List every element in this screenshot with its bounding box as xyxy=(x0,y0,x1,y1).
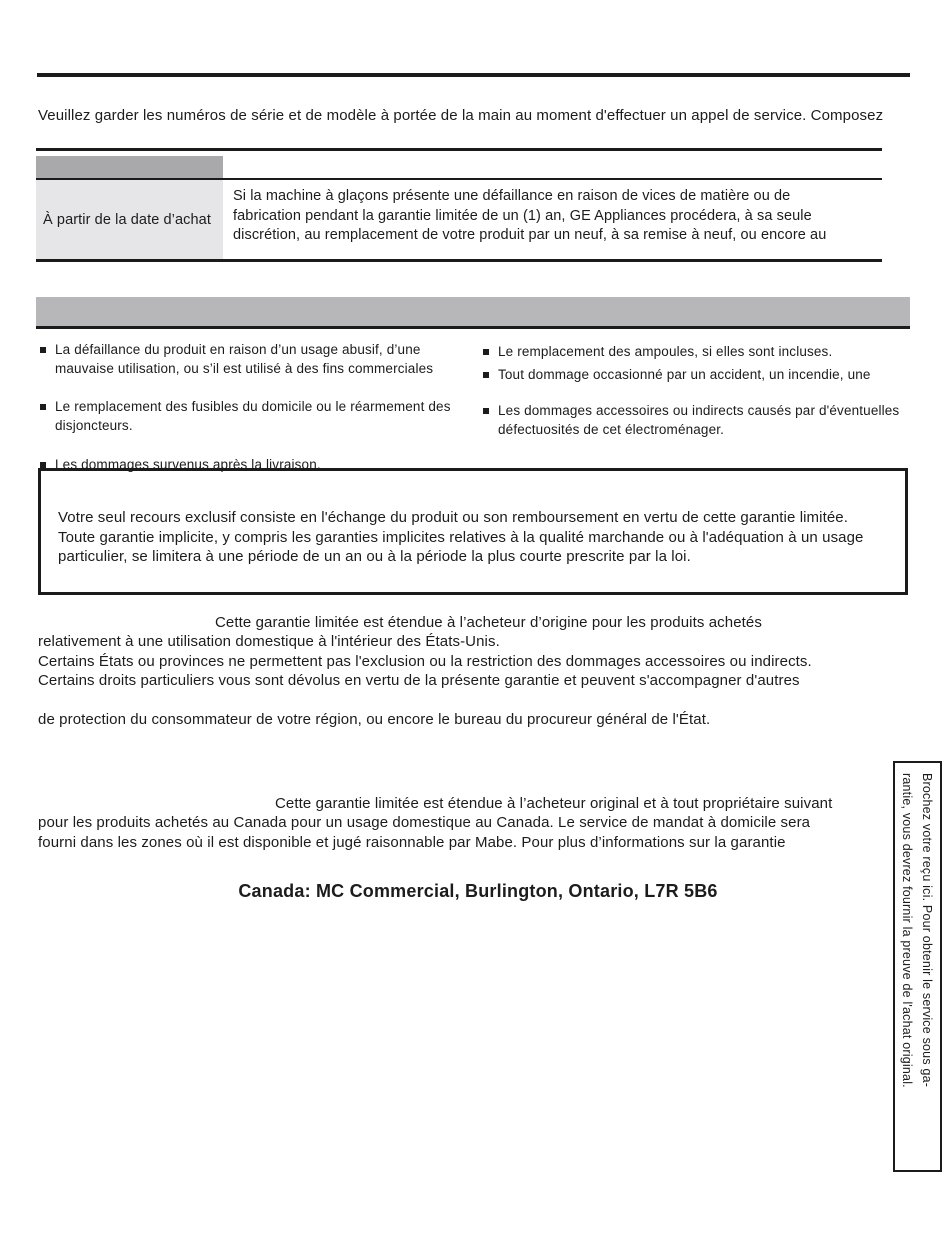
table-top-border xyxy=(36,148,882,151)
list-item xyxy=(40,398,464,435)
list-item xyxy=(483,366,903,385)
list-item-text: Le remplacement des ampoules, si elles sont incluses. xyxy=(498,344,833,359)
list-item-text: Tout dommage occasionné par un accident, un incendie, une xyxy=(498,366,871,382)
paragraph-line: relativement à une utilisation domestique à l'intérieur des États-Unis. xyxy=(38,633,500,651)
list-item xyxy=(483,402,903,439)
table-bottom-border xyxy=(36,259,882,262)
warranty-period-table xyxy=(36,148,882,262)
paragraph-line: fourni dans les zones où il est disponible et jugé raisonnable par Mabe. Pour plus d’informations sur la garantie xyxy=(38,833,786,851)
service-intro-text: Veuillez garder les numéros de série et de modèle à portée de la main au moment d'effectuer un appel de service. Composez xyxy=(38,107,884,124)
warranty-description-line: fabrication pendant la garantie limitée de un (1) an, GE Appliances procédera, à sa seule xyxy=(233,207,812,224)
square-bullet-icon xyxy=(483,408,489,414)
us-warranty-paragraph xyxy=(38,613,903,729)
list-item-text: Le remplacement des fusibles du domicile ou le réarmement des disjoncteurs. xyxy=(55,399,451,433)
table-header-description-cell xyxy=(223,156,882,178)
exclusive-remedy-text: Votre seul recours exclusif consiste en l'échange du produit ou son remboursement en vertu de cette garantie limitée. Toute garantie implicite, y compris les garanties implicites relatives à la qualité marchande ou à l'adéquation à un usage particulier, se limitera à une période de un an ou à la période la plus courte prescrite par la loi. xyxy=(58,509,864,565)
square-bullet-icon xyxy=(483,372,489,378)
list-item-text: Les dommages accessoires ou indirects causés par d'éventuelles défectuosités de cet électroménager. xyxy=(498,403,900,437)
paragraph-line xyxy=(38,691,903,710)
top-horizontal-rule xyxy=(37,73,910,77)
receipt-text-line: rantie, vous devrez fournir la preuve de l'achat original. xyxy=(900,773,914,1088)
receipt-text-line: Brochez votre reçu ici. Pour obtenir le service sous ga- xyxy=(920,773,934,1088)
not-covered-right-column xyxy=(483,343,903,439)
section-header-band xyxy=(36,297,910,329)
table-row xyxy=(36,180,882,259)
paragraph-line: Certains droits particuliers vous sont dévolus en vertu de la présente garantie et peuvent s'accompagner d'autres xyxy=(38,672,800,690)
warranty-description-cell xyxy=(223,180,882,259)
warranty-period-cell: À partir de la date d’achat xyxy=(36,180,223,259)
exclusive-remedy-box xyxy=(38,468,908,595)
list-item xyxy=(40,341,464,378)
canada-warranty-paragraph xyxy=(38,794,903,852)
list-item-text: Les dommages survenus après la livraison. xyxy=(55,457,321,472)
table-header-period-cell xyxy=(36,156,223,178)
square-bullet-icon xyxy=(40,347,46,353)
receipt-attachment-box xyxy=(893,761,942,1172)
not-covered-left-column xyxy=(40,341,464,475)
table-header-row xyxy=(36,156,882,178)
paragraph-line: Cette garantie limitée est étendue à l’acheteur original et à tout propriétaire suivant xyxy=(275,795,833,812)
paragraph-line: de protection du consommateur de votre région, ou encore le bureau du procureur général de l'État. xyxy=(38,711,711,729)
warranty-description-line: discrétion, au remplacement de votre produit par un neuf, à sa remise à neuf, ou encore au xyxy=(233,227,827,243)
paragraph-line: pour les produits achetés au Canada pour un usage domestique au Canada. Le service de mandat à domicile sera xyxy=(38,814,811,832)
square-bullet-icon xyxy=(40,404,46,410)
square-bullet-icon xyxy=(483,349,489,355)
canada-service-address: Canada: MC Commercial, Burlington, Ontario, L7R 5B6 xyxy=(238,881,718,901)
list-item-text: La défaillance du produit en raison d’un usage abusif, d’une mauvaise utilisation, ou s’il est utilisé à des fins commerciales xyxy=(55,342,434,376)
paragraph-line: Cette garantie limitée est étendue à l’acheteur d’origine pour les produits achetés xyxy=(215,614,762,631)
warranty-description-line: Si la machine à glaçons présente une défaillance en raison de vices de matière ou de xyxy=(233,188,791,204)
receipt-vertical-text xyxy=(895,763,939,1170)
list-item xyxy=(483,343,903,362)
paragraph-line: Certains États ou provinces ne permettent pas l'exclusion ou la restriction des dommages accessoires ou indirects. xyxy=(38,652,812,670)
